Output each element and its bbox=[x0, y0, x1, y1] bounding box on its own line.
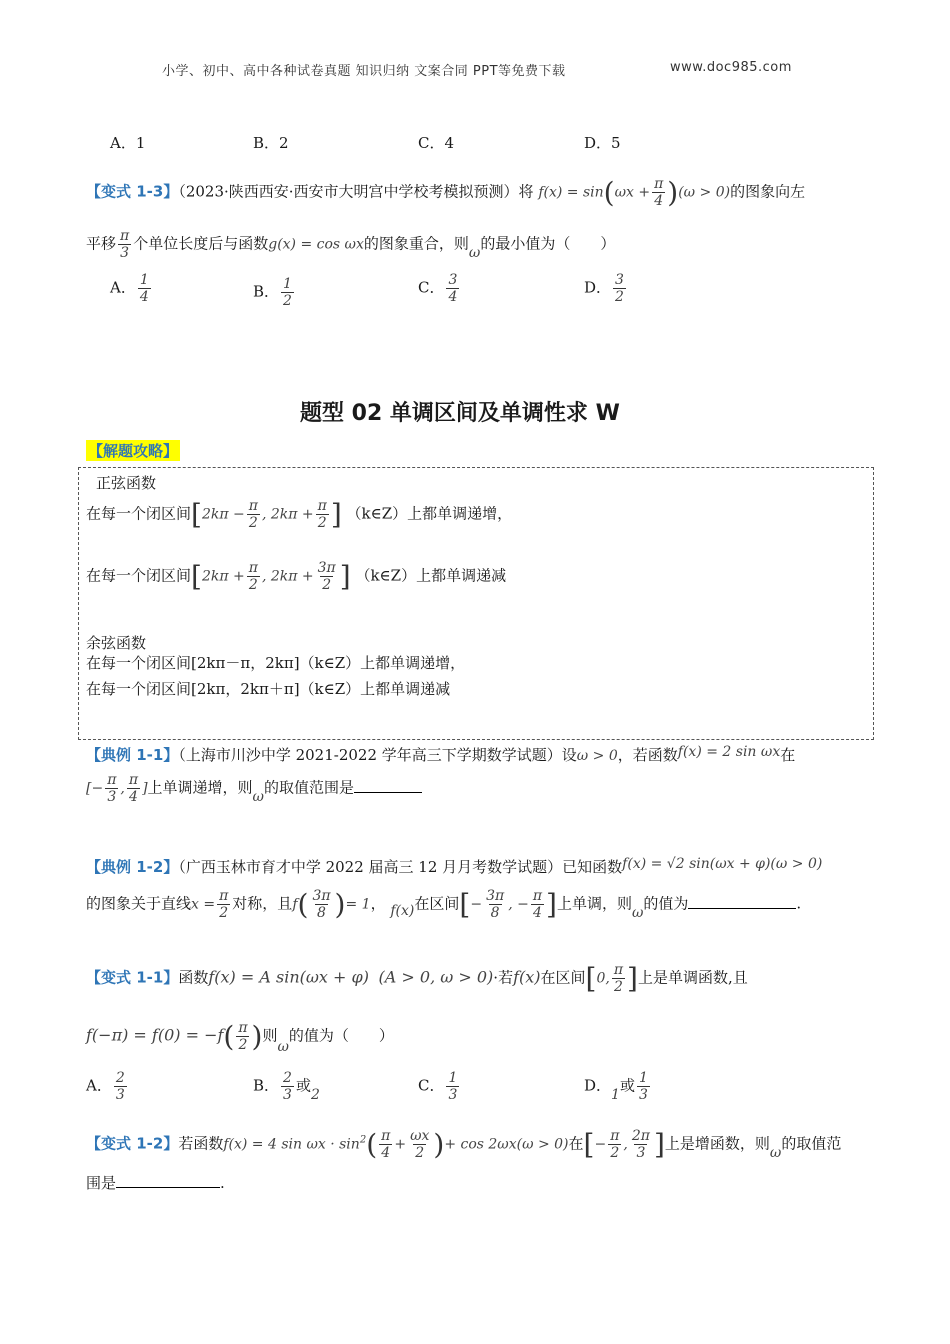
pi-over-2-a: $\frac{\pi}{2}$ bbox=[248, 498, 258, 532]
v11-text2: ·若 bbox=[493, 968, 514, 987]
ex11-text2: ，若函数 bbox=[617, 746, 678, 764]
v12-text4: 的取值范 bbox=[781, 1134, 842, 1153]
example-tag: 【典例 1-2】 bbox=[86, 858, 179, 876]
ex11-fx: f(x) = 2 sin ωx bbox=[677, 744, 781, 760]
ex11-source: （上海市川沙中学 2021-2022 学年高三下学期数学试题）设 bbox=[178, 746, 577, 764]
v11-zero: 0, bbox=[596, 970, 610, 987]
pi-over-2-b: $\frac{\pi}{2}$ bbox=[317, 498, 327, 532]
pi-over-4: $\frac{\pi}{4}$ bbox=[381, 1128, 391, 1162]
bracket-right: ] bbox=[546, 888, 557, 922]
variant-tag: 【变式 1-2】 bbox=[86, 1134, 179, 1153]
prev-option-a: A．1 bbox=[110, 134, 146, 152]
unit-text: 个单位长度后与函数 bbox=[133, 234, 269, 253]
ex11-text5: 的取值范围是 bbox=[263, 778, 354, 797]
source-text: （2023·陕西西安·西安市大明宫中学校考模拟预测）将 bbox=[178, 182, 534, 201]
v12-end: . bbox=[220, 1174, 225, 1192]
pi-over-3: $\frac{\pi}{3}$ bbox=[107, 772, 117, 806]
ex12-line2e: 的值为 bbox=[643, 894, 689, 913]
v11-option-a[interactable]: A． $\frac{2}{3}$ bbox=[86, 1070, 125, 1104]
header-text: 小学、初中、高中各种试卷真题 知识归纳 文案合同 PPT等免费下载 bbox=[162, 64, 566, 79]
paren-left: ( bbox=[297, 888, 309, 922]
example-1-1-line2 bbox=[86, 772, 422, 805]
overlap-text: 的图象重合，则 bbox=[363, 234, 469, 253]
pi-over-2: $\frac{\pi}{2}$ bbox=[610, 1128, 620, 1162]
min-value-text: 的最小值为（ ） bbox=[480, 234, 616, 253]
variant-1-1-line1 bbox=[86, 962, 748, 995]
paren-right: ) bbox=[251, 1020, 263, 1054]
bracket-left: [ bbox=[191, 498, 202, 532]
paren-right: ) bbox=[334, 888, 346, 922]
answer-blank[interactable] bbox=[354, 792, 422, 793]
prev-option-d: D．5 bbox=[584, 134, 621, 152]
v12-minus: − bbox=[594, 1136, 607, 1153]
ex12-f: f bbox=[292, 896, 298, 913]
variant-1-1-line2 bbox=[86, 1020, 394, 1053]
ex12-line2b: 对称，且 bbox=[232, 894, 293, 913]
v12-comma: , bbox=[623, 1136, 628, 1153]
strategy-label: 【解题攻略】 bbox=[88, 442, 179, 460]
sine-title: 正弦函数 bbox=[96, 474, 157, 492]
paren-left: ( bbox=[366, 1128, 378, 1162]
ex11-lb: [− bbox=[86, 780, 104, 797]
v12-text3: 上是增函数，则 bbox=[664, 1134, 770, 1153]
variant-tag: 【变式 1-1】 bbox=[86, 968, 179, 987]
v11-cond: (A > 0, ω > 0) bbox=[378, 967, 494, 987]
bracket-right: ] bbox=[653, 1128, 665, 1162]
prev-option-c: C．4 bbox=[418, 134, 455, 152]
omega-symbol: ω bbox=[631, 904, 644, 921]
sine-decreasing-line bbox=[86, 560, 506, 593]
ex11-text4: 上单调递增，则 bbox=[147, 778, 253, 797]
prev-option-b: B．2 bbox=[253, 134, 289, 152]
inc-b: , 2kπ + bbox=[261, 506, 314, 523]
variant-tag: 【变式 1-3】 bbox=[86, 182, 179, 201]
option-c[interactable]: C． $\frac{3}{4}$ bbox=[418, 272, 458, 306]
ex12-xeq: x = bbox=[191, 896, 216, 913]
cosine-decreasing-line: 在每一个闭区间[2kπ，2kπ＋π]（k∈Z）上都单调递减 bbox=[86, 680, 451, 698]
v12-plus: + bbox=[394, 1136, 407, 1153]
v11-text4: 上是单调函数,且 bbox=[637, 968, 748, 987]
three-pi-over-8: $\frac{3\pi}{8}$ bbox=[312, 888, 331, 922]
dec-suffix: 上都单调递减 bbox=[416, 566, 507, 585]
gx-expression: g(x) = cos ωx bbox=[268, 236, 364, 253]
v12-sq: 2 bbox=[359, 1134, 367, 1146]
v11-text6: 的值为（ ） bbox=[288, 1026, 394, 1045]
question-variant-1-3-line1 bbox=[86, 176, 805, 209]
v11-text3: 在区间 bbox=[540, 968, 586, 987]
pi-over-2: $\frac{\pi}{2}$ bbox=[219, 888, 229, 922]
dec-a: 2kπ + bbox=[201, 568, 245, 585]
inner-expr: ωx + bbox=[614, 184, 651, 201]
ex12-source: （广西玉林市育才中学 2022 届高三 12 月月考数学试题）已知函数 bbox=[178, 858, 623, 876]
kz-dec: （k∈Z） bbox=[355, 566, 417, 585]
pi-over-2-c: $\frac{\pi}{2}$ bbox=[248, 560, 258, 594]
ex12-line2a: 的图象关于直线 bbox=[86, 894, 192, 913]
ex12-line2c: 在区间 bbox=[414, 894, 460, 913]
ex12-eq1: = 1 bbox=[345, 896, 371, 913]
v11-option-d[interactable]: D．1或 $\frac{1}{3}$ bbox=[584, 1070, 648, 1104]
variant-1-2-line2 bbox=[86, 1172, 225, 1193]
v11-fx2: f(x) bbox=[513, 967, 541, 987]
ex12-fx2: f(x) bbox=[390, 902, 415, 919]
ex12-minus: − bbox=[470, 896, 483, 913]
pi-over-4: $\frac{\pi}{4}$ bbox=[654, 176, 664, 210]
v12-fx: f(x) = 4 sin ωx · sin bbox=[223, 1136, 360, 1153]
ex12-comma: ， bbox=[370, 894, 386, 913]
sine-increasing-line bbox=[86, 498, 512, 531]
bracket-left: [ bbox=[459, 888, 471, 922]
v12-text2: 在 bbox=[568, 1134, 584, 1153]
omega-symbol: ω bbox=[468, 244, 481, 261]
bracket-left: [ bbox=[583, 1128, 595, 1162]
v11-text1: 函数 bbox=[178, 968, 209, 987]
after-text: 的图象向左 bbox=[730, 182, 806, 201]
cosine-title: 余弦函数 bbox=[86, 634, 147, 652]
variant-1-2-line1 bbox=[86, 1128, 841, 1161]
three-pi-over-8-b: $\frac{3\pi}{8}$ bbox=[486, 888, 505, 922]
v12-text1: 若函数 bbox=[178, 1134, 224, 1153]
ex11-cond: ω > 0 bbox=[576, 748, 618, 764]
section-title: 题型 02 单调区间及单调性求 W bbox=[300, 401, 620, 426]
pi-over-4: $\frac{\pi}{4}$ bbox=[128, 772, 139, 806]
option-a[interactable]: A． $\frac{1}{4}$ bbox=[110, 272, 149, 306]
pi-over-4: $\frac{\pi}{4}$ bbox=[532, 888, 543, 922]
inc-a: 2kπ − bbox=[201, 506, 245, 523]
v11-line2: f(−π) = f(0) = −f bbox=[86, 1025, 224, 1045]
pi-over-3: $\frac{\pi}{3}$ bbox=[120, 228, 130, 262]
fx-expression: f(x) = sin bbox=[538, 184, 604, 201]
two-pi-over-3: $\frac{2\pi}{3}$ bbox=[631, 1128, 650, 1162]
header-url[interactable]: www.doc985.com bbox=[670, 60, 792, 75]
example-1-1-line1 bbox=[86, 744, 795, 765]
paren-right: ) bbox=[433, 1128, 445, 1162]
kz-inc: （k∈Z） bbox=[346, 504, 408, 523]
example-tag: 【典例 1-1】 bbox=[86, 746, 179, 764]
line-prefix: 在每一个闭区间 bbox=[86, 566, 192, 585]
v12-tail: + cos 2ωx(ω > 0) bbox=[444, 1136, 569, 1153]
ex11-rb: ] bbox=[142, 780, 148, 797]
pi-over-2: $\frac{\pi}{2}$ bbox=[238, 1020, 248, 1054]
line-prefix: 在每一个闭区间 bbox=[86, 504, 192, 523]
ex11-text3: 在 bbox=[780, 746, 796, 764]
v11-text5: 则 bbox=[262, 1026, 278, 1045]
option-d[interactable]: D． $\frac{3}{2}$ bbox=[584, 272, 624, 306]
omega-symbol: ω bbox=[252, 788, 264, 805]
paren-left: ( bbox=[223, 1020, 235, 1054]
ex12-line2d: 上单调，则 bbox=[556, 894, 632, 913]
shift-text: 平移 bbox=[86, 234, 117, 253]
wx-over-2: $\frac{\omega x}{2}$ bbox=[410, 1128, 430, 1162]
v11-fx: f(x) = A sin(ωx + φ) bbox=[208, 967, 369, 987]
omega-condition: (ω > 0) bbox=[678, 184, 731, 201]
ex12-fx: f(x) = √2 sin(ωx + φ)(ω > 0) bbox=[622, 856, 823, 872]
answer-blank[interactable] bbox=[116, 1187, 220, 1188]
bracket-right: ] bbox=[339, 560, 351, 594]
paren-right: ) bbox=[667, 176, 679, 210]
cosine-increasing-line: 在每一个闭区间[2kπ－π，2kπ]（k∈Z）上都单调递增， bbox=[86, 654, 466, 672]
v11-option-b[interactable]: B． $\frac{2}{3}$ 或2 bbox=[253, 1070, 320, 1104]
inc-suffix: 上都单调递增， bbox=[407, 504, 513, 523]
option-b[interactable]: B． $\frac{1}{2}$ bbox=[253, 276, 292, 310]
bracket-right: ] bbox=[330, 498, 342, 532]
bracket-left: [ bbox=[585, 962, 597, 996]
bracket-right: ] bbox=[627, 962, 638, 996]
three-pi-over-2: $\frac{3\pi}{2}$ bbox=[317, 560, 336, 594]
pi-over-2: $\frac{\pi}{2}$ bbox=[613, 962, 624, 996]
question-variant-1-3-line2 bbox=[86, 228, 615, 261]
dec-b: , 2kπ + bbox=[261, 568, 314, 585]
answer-blank[interactable] bbox=[688, 908, 796, 909]
omega-symbol: ω bbox=[769, 1144, 782, 1161]
v12-line2: 围是 bbox=[86, 1174, 117, 1192]
paren-left: ( bbox=[603, 176, 615, 210]
omega-symbol: ω bbox=[277, 1038, 289, 1055]
example-1-2-line2 bbox=[86, 888, 801, 921]
bracket-left: [ bbox=[191, 560, 202, 594]
v11-option-c[interactable]: C． $\frac{1}{3}$ bbox=[418, 1070, 458, 1104]
ex12-sep: , − bbox=[508, 896, 529, 913]
example-1-2-line1 bbox=[86, 856, 822, 877]
ex11-comma: , bbox=[120, 780, 125, 797]
ex12-end: . bbox=[796, 894, 802, 913]
